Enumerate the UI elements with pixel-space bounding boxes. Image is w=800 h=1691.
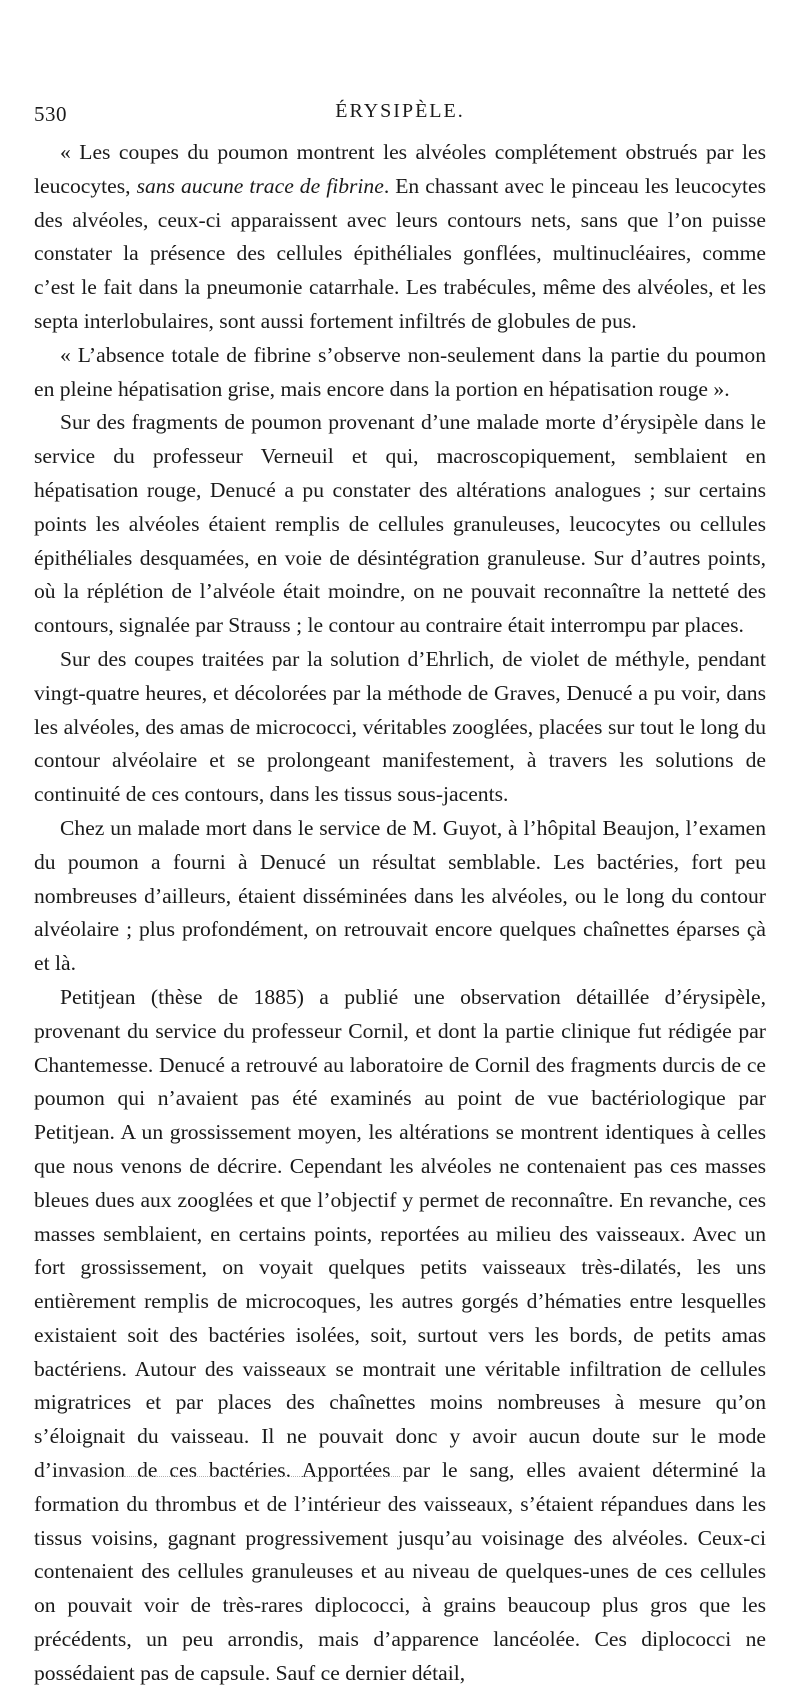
paragraph-text: . En chassant avec le pinceau les leucocytes des alvéoles, ceux-ci apparaissent avec leurs contours nets, sans que l’on puisse constater la présence des cellules épithéliales gonflées, multinucléaires, comme c’est le fait dans la pneumonie catarrhale. Les trabécules, même des alvéoles, et les septa interlobulaires, sont aussi fortement infiltrés de globules de pus. <box>34 173 766 333</box>
paragraph-petitjean: Petitjean (thèse de 1885) a publié une observation détaillée d’érysipèle, provenant du service du professeur Cornil, et dont la partie clinique fut rédigée par Chantemesse. Denucé a retrouvé au laboratoire de Cornil des fragments durcis de ce poumon qui n’avaient pas été examinés au point de vue bactériologique par Petitjean. A un grossissement moyen, les altérations se montrent identiques à celles que nous venons de décrire. Cependant les alvéoles ne contenaient pas ces masses bleues dues aux zooglées et que l’objectif y permet de reconnaître. En revanche, ces masses semblaient, en certains points, reportées au milieu des vaisseaux. Avec un fort grossissement, on voyait quelques petits vaisseaux très-dilatés, les uns entièrement remplis de microcoques, les autres gorgés d’hématies entre lesquelles existaient soit des bactéries isolées, soit, surtout vers les bords, de petits amas bactériens. Autour des vaisseaux se montrait une véritable infiltration de cellules migratrices et par places des chaînettes moins nombreuses à mesure qu’on s’éloignait du vaisseau. Il ne pouvait donc y avoir aucun doute sur le mode d’invasion de ces bactéries. Apportées par le sang, elles avaient déterminé la formation du thrombus et de l’intérieur des vaisseaux, s’étaient répandues dans les tissus voisins, gagnant progressivement jusqu’au voisinage des alvéoles. Ceux-ci contenaient des cellules granuleuses et au niveau de quelques-unes de ces cellules on pouvait voir de très-rares diplococci, à grains beaucoup plus gros que les précédents, un peu arrondis, mais d’apparence lancéolée. Ces diplococci ne possédaient pas de capsule. Sauf ce dernier détail, <box>34 984 766 1685</box>
paragraph-text: « Les coupes du poumon montrent les alvéoles complétement obstrués par les leucocytes, <box>34 140 766 198</box>
paragraph-quote-leucocytes <box>34 136 766 339</box>
paragraph-quote-fibrine: « L’absence totale de fibrine s’observe non-seulement dans la partie du poumon en pleine hépatisation grise, mais encore dans la portion en hépatisation rouge ». <box>34 342 766 401</box>
body-text <box>34 136 766 1691</box>
book-page <box>34 96 766 1685</box>
running-title: ÉRYSIPÈLE. <box>335 100 465 122</box>
paragraph-guyot: Chez un malade mort dans le service de M. Guyot, à l’hôpital Beaujon, l’examen du poumon a fourni à Denucé un résultat semblable. Les bactéries, fort peu nombreuses d’ailleurs, étaient disséminées dans les alvéoles, ou le long du contour alvéolaire ; plus profondément, on retrouvait encore quelques chaînettes éparses çà et là. <box>34 815 766 976</box>
paragraph-ehrlich: Sur des coupes traitées par la solution d’Ehrlich, de violet de méthyle, pendant vingt-quatre heures, et décolorées par la méthode de Graves, Denucé a pu voir, dans les alvéoles, des amas de micrococci, véritables zooglées, placées sur tout le long du contour alvéolaire et se prolongeant manifestement, à travers les solutions de continuité de ces contours, dans les tissus sous-jacents. <box>34 646 766 807</box>
page-number: 530 <box>34 102 67 126</box>
italic-emphasis: sans aucune trace de fibrine <box>136 173 384 198</box>
running-head <box>34 96 766 136</box>
paragraph-verneuil: Sur des fragments de poumon provenant d’une malade morte d’érysipèle dans le service du professeur Verneuil et qui, macroscopiquement, semblaient en hépatisation rouge, Denucé a pu constater des altérations analogues ; sur certains points les alvéoles étaient remplis de cellules granuleuses, leucocytes ou cellules épithéliales desquamées, en voie de désintégration granuleuse. Sur d’autres points, où la réplétion de l’alvéole était moindre, on ne pouvait reconnaître la netteté des contours, signalée par Strauss ; le contour au contraire était interrompu par places. <box>34 410 766 638</box>
footer-rule <box>60 1476 400 1478</box>
